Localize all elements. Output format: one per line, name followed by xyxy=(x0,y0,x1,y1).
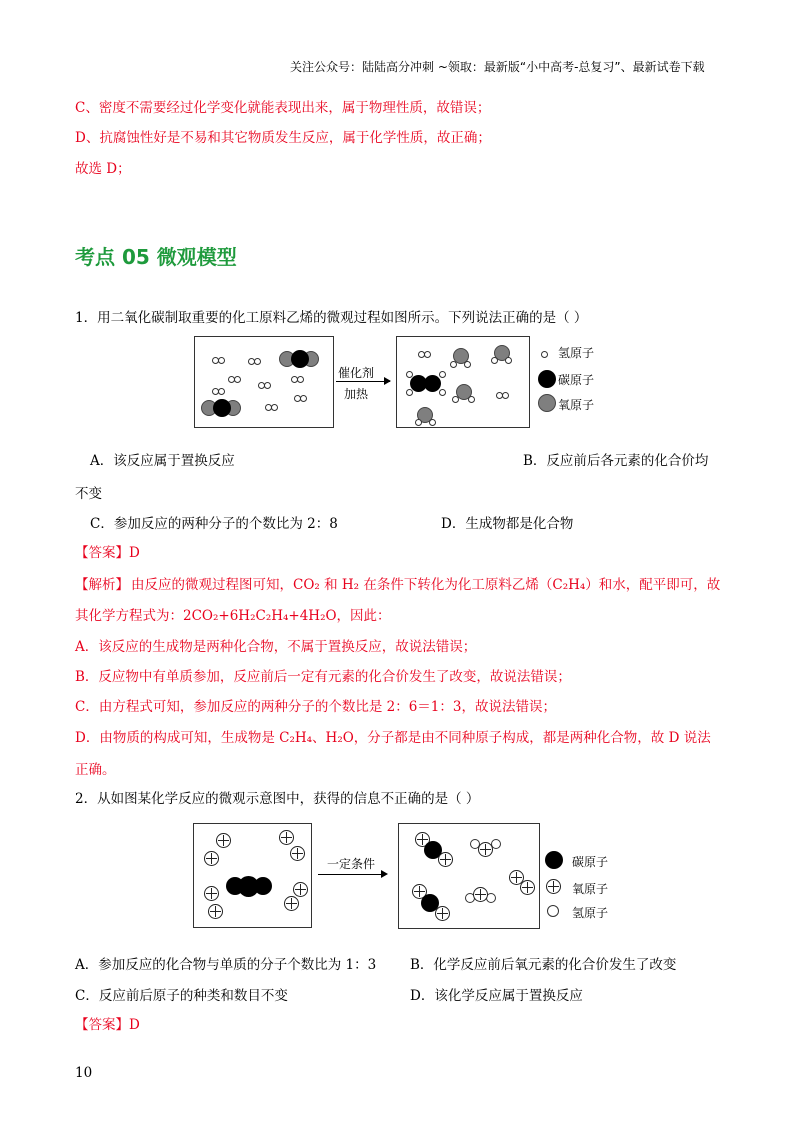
q1-option-c: C．参加反应的两种分子的个数比为 2：8 xyxy=(90,516,338,532)
prev-option-d: D、抗腐蚀性好是不易和其它物质发生反应，属于化学性质，故正确； xyxy=(75,130,491,146)
prev-answer: 故选 D； xyxy=(75,161,131,177)
q1-stem: 1．用二氧化碳制取重要的化工原料乙烯的微观过程如图所示。下列说法正确的是（ ） xyxy=(75,310,588,326)
q2-stem: 2．从如图某化学反应的微观示意图中，获得的信息不正确的是（ ） xyxy=(75,791,480,807)
q1-explanation-line: D．由物质的构成可知，生成物是 C₂H₄、H₂O，分子都是由不同种原子构成，都是两种化合物，故 D 说法 xyxy=(75,730,711,746)
q1-catalyst-label: 催化剂 xyxy=(338,366,375,380)
q1-legend-oxygen: 氧原子 xyxy=(558,398,595,412)
q1-explanation-line: 其化学方程式为：2CO₂+6H₂C₂H₄+4H₂O，因此： xyxy=(75,608,391,624)
q1-reactants-box xyxy=(194,336,334,428)
q2-option-b: B．化学反应前后氧元素的化合价发生了改变 xyxy=(410,957,677,973)
q1-explanation-line: C．由方程式可知，参加反应的两种分子的个数比是 2：6＝1：3，故说法错误； xyxy=(75,699,556,715)
q1-legend-carbon: 碳原子 xyxy=(558,373,595,387)
arrow-head-icon xyxy=(381,870,388,878)
q1-answer: 【答案】D xyxy=(75,545,140,561)
q1-explanation-line: 正确。 xyxy=(75,762,116,778)
q1-option-a: A．该反应属于置换反应 xyxy=(90,453,235,469)
q1-option-b: B．反应前后各元素的化合价均 xyxy=(523,453,709,469)
q1-products-box xyxy=(396,336,530,428)
q1-explanation-label: 【解析】 xyxy=(75,577,129,593)
q2-reaction-arrow xyxy=(318,874,386,875)
q2-condition-label: 一定条件 xyxy=(327,857,376,871)
prev-option-c: C、密度不需要经过化学变化就能表现出来，属于物理性质，故错误； xyxy=(75,100,491,116)
q1-explanation-line: B．反应物中有单质参加，反应前后一定有元素的化合价发生了改变，故说法错误； xyxy=(75,669,571,685)
arrow-head-icon xyxy=(384,377,391,385)
q1-option-b-cont: 不变 xyxy=(75,486,102,502)
q1-option-d: D．生成物都是化合物 xyxy=(441,516,574,532)
q1-legend-hydrogen: 氢原子 xyxy=(558,346,595,360)
q2-legend-hydrogen: 氢原子 xyxy=(572,906,609,920)
q2-reactants-box xyxy=(193,823,312,928)
section-title: 考点 05 微观模型 xyxy=(75,245,237,269)
page-number: 10 xyxy=(75,1065,93,1081)
q2-answer: 【答案】D xyxy=(75,1017,140,1033)
q1-heat-label: 加热 xyxy=(344,387,369,401)
q2-option-d: D．该化学反应属于置换反应 xyxy=(410,988,583,1004)
q2-option-a: A．参加反应的化合物与单质的分子个数比为 1：3 xyxy=(75,957,377,973)
page-header: 关注公众号：陆陆高分冲刺 ~领取：最新版“小中高考-总复习”、最新试卷下载 xyxy=(290,60,705,74)
q1-explanation-line: A．该反应的生成物是两种化合物，不属于置换反应，故说法错误； xyxy=(75,639,477,655)
q2-products-box xyxy=(398,823,540,929)
q1-explanation-line: 由反应的微观过程图可知，CO₂ 和 H₂ 在条件下转化为化工原料乙烯（C₂H₄）和水，配平即可，故 xyxy=(131,577,721,593)
q1-reaction-arrow xyxy=(336,381,390,382)
q2-option-c: C．反应前后原子的种类和数目不变 xyxy=(75,988,288,1004)
q2-legend-oxygen: 氧原子 xyxy=(572,882,609,896)
q2-legend-carbon: 碳原子 xyxy=(572,855,609,869)
